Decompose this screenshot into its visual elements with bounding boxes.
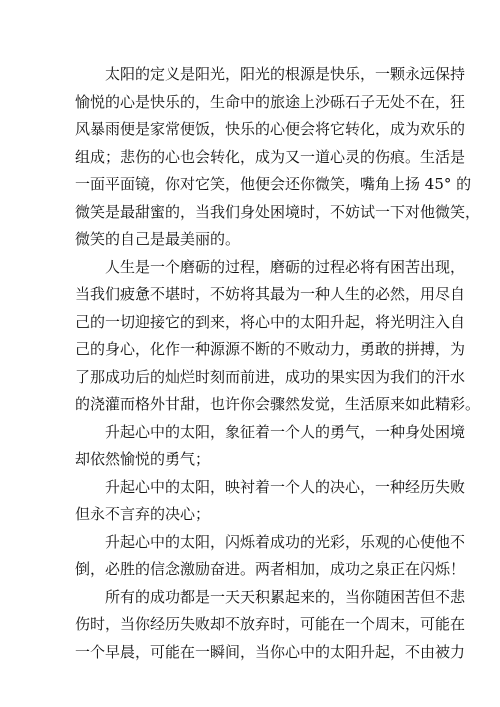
text-line: 风暴雨便是家常便饭，快乐的心便会将它转化，成为欢乐的: [75, 120, 466, 138]
text-line: 了那成功后的灿烂时刻而前进，成功的果实因为我们的汗水: [75, 368, 466, 386]
text-line: 升起心中的太阳，闪烁着成功的光彩，乐观的心使他不: [105, 533, 466, 551]
text-line: 升起心中的太阳，映衬着一个人的决心，一种经历失败: [105, 478, 466, 496]
text-line: 却依然愉悦的勇气；: [75, 450, 211, 468]
text-line: 人生是一个磨砺的过程，磨砺的过程必将有困苦出现，: [105, 258, 466, 276]
text-line: 组成；悲伤的心也会转化，成为又一道心灵的伤痕。生活是: [75, 148, 466, 166]
text-line: 但永不言弃的决心；: [75, 505, 211, 523]
text-line: 微笑是最甜蜜的，当我们身处困境时，不妨试一下对他微笑，: [75, 203, 481, 221]
text-line: 己的身心，化作一种源源不断的不败动力，勇敢的拼搏，为: [75, 340, 466, 358]
text-line: 微笑的自己是最美丽的。: [75, 230, 241, 248]
text-line: 一个早晨，可能在一瞬间，当你心中的太阳升起，不由被力: [75, 643, 466, 661]
text-line: 所有的成功都是一天天积累起来的，当你随困苦但不悲: [105, 588, 466, 606]
text-line: 伤时，当你经历失败却不放弃时，可能在一个周末，可能在: [75, 615, 466, 633]
text-line: 升起心中的太阳，象征着一个人的勇气，一种身处困境: [105, 423, 466, 441]
text-line: 太阳的定义是阳光，阳光的根源是快乐，一颗永远保持: [105, 65, 466, 83]
text-line: 己的一切迎接它的到来，将心中的太阳升起，将光明注入自: [75, 313, 466, 331]
text-line: 的浇灌而格外甘甜，也许你会骤然发觉，生活原来如此精彩。: [75, 395, 481, 413]
text-line: 一面平面镜，你对它笑，他便会还你微笑，嘴角上扬 45° 的: [75, 175, 472, 193]
text-line: 当我们疲惫不堪时，不妨将其最为一种人生的必然，用尽自: [75, 285, 466, 303]
text-line: 倒，必胜的信念激励奋进。两者相加，成功之泉正在闪烁！: [75, 560, 466, 578]
text-line: 愉悦的心是快乐的，生命中的旅途上沙砾石子无处不在，狂: [75, 93, 466, 111]
